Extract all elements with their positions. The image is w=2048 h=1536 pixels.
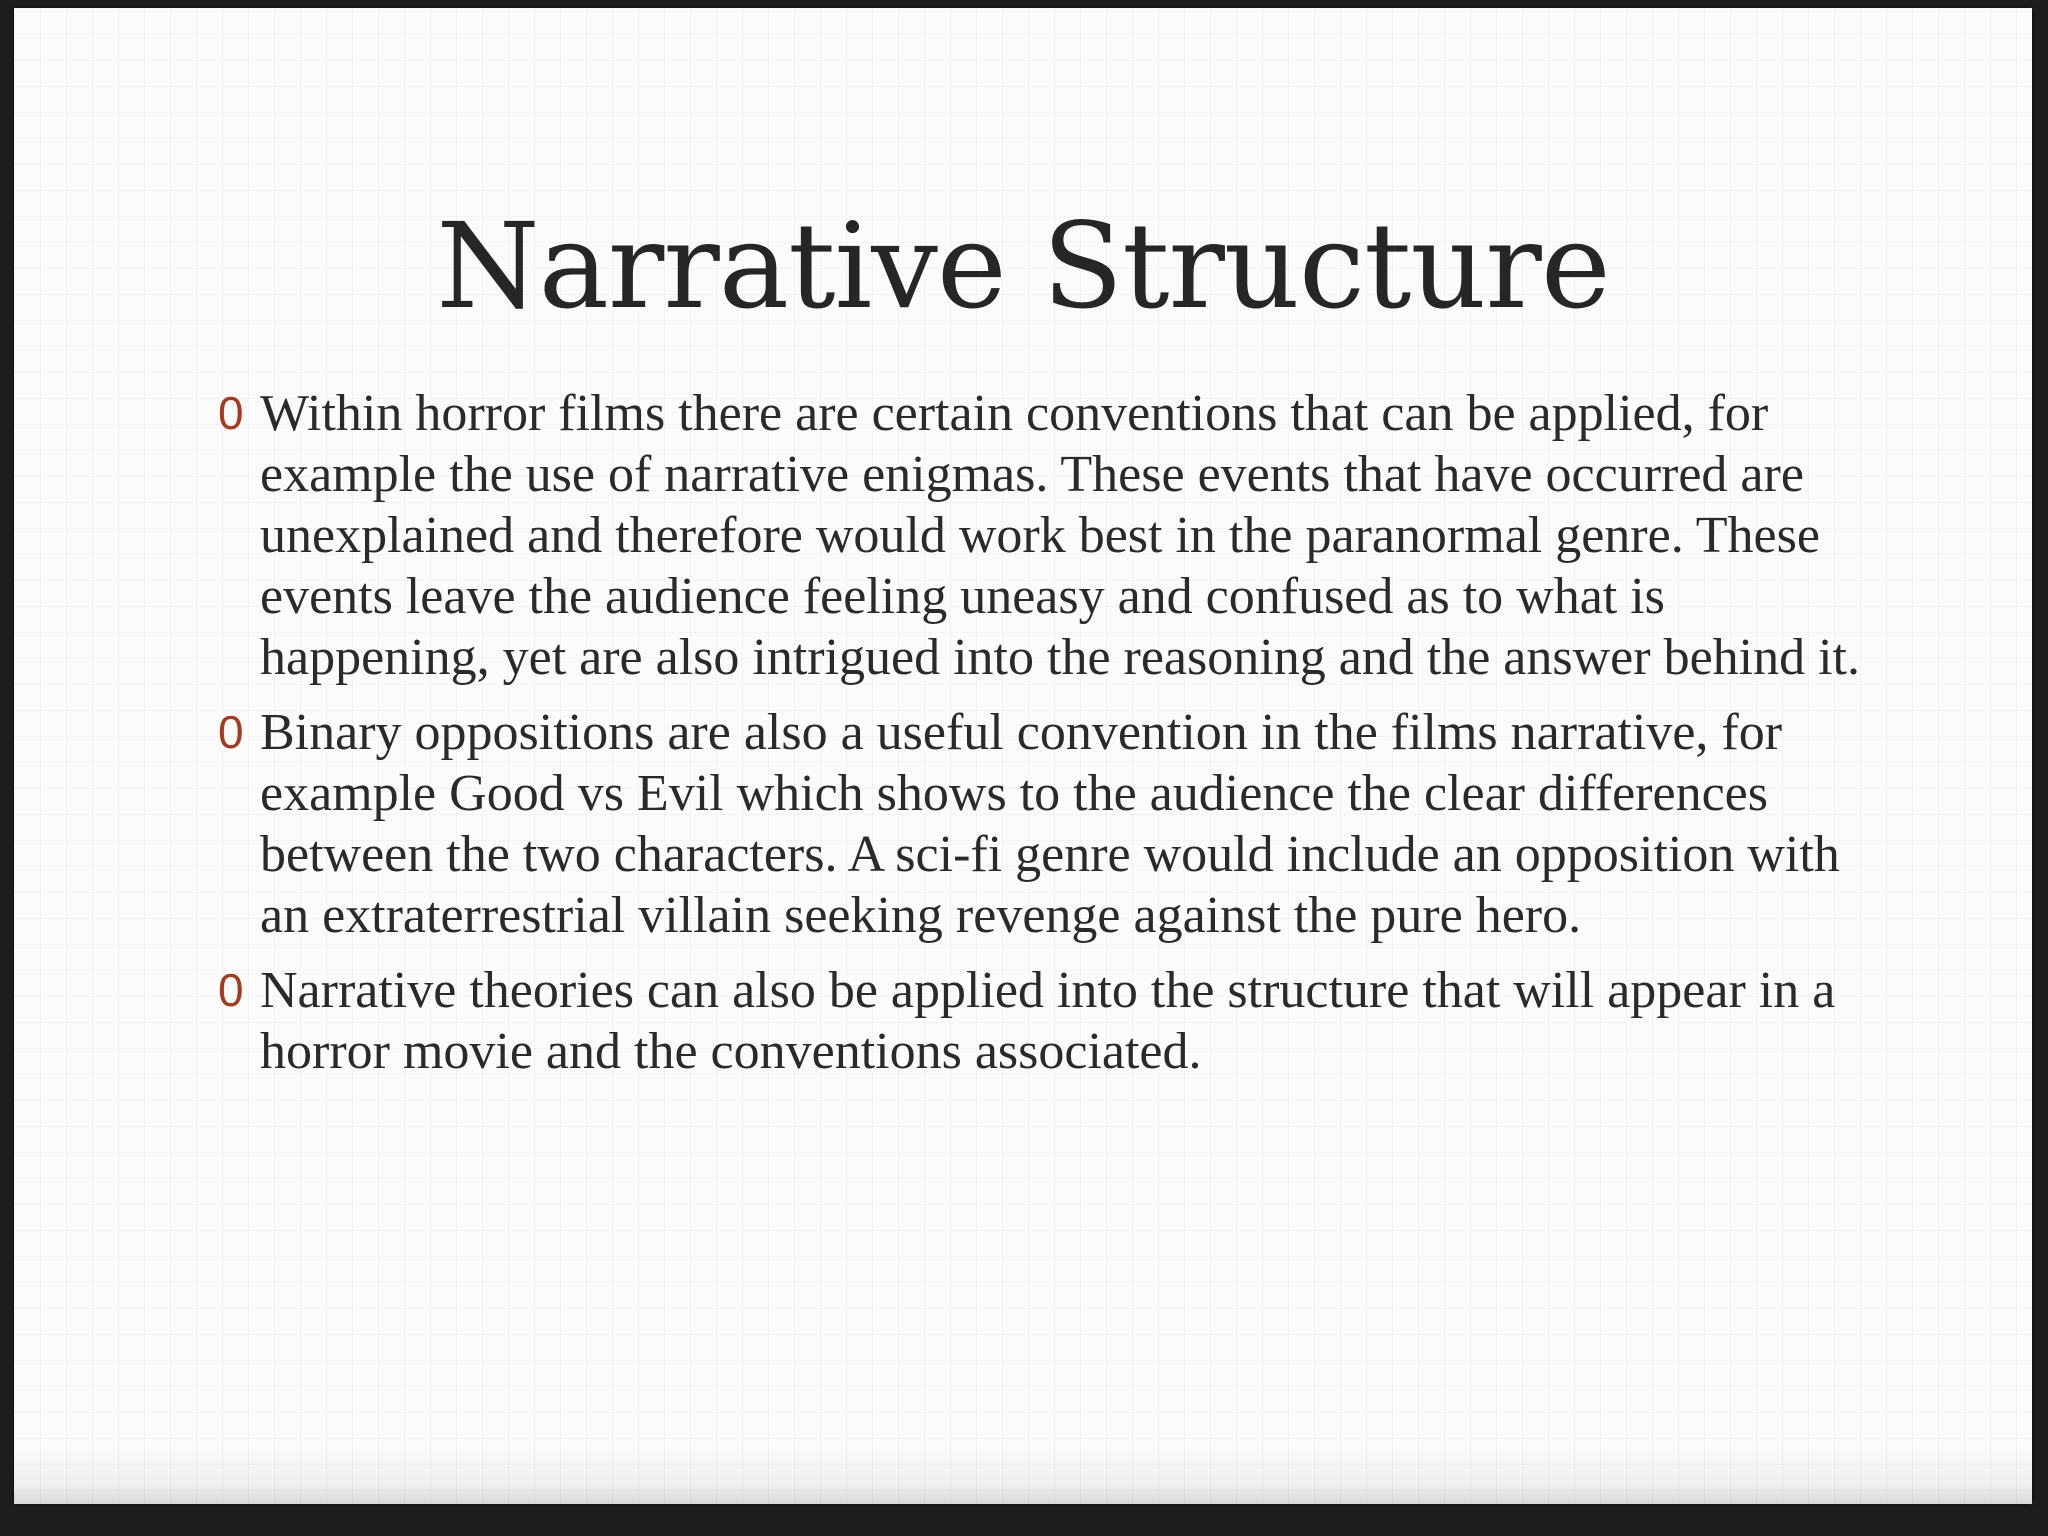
slide [14, 8, 2032, 1504]
bullet-item [218, 960, 1860, 1082]
bullet-item [218, 702, 1860, 946]
bullet-text: Narrative theories can also be applied into the structure that will appear in a horror movie and the conventions associated. [260, 962, 1836, 1080]
bullet-list [218, 383, 1860, 1096]
bullet-marker-icon: 0 [218, 706, 244, 758]
bullet-item [218, 383, 1860, 688]
bullet-text: Binary oppositions are also a useful convention in the films narrative, for example Good vs Evil which shows to the audience the clear differences between the two characters. A sci-fi genre would include an opposition with an extraterrestrial villain seeking revenge against the pure hero. [260, 704, 1840, 944]
bullet-marker-icon: 0 [218, 387, 244, 439]
bullet-text: Within horror films there are certain conventions that can be applied, for example the use of narrative enigmas. These events that have occurred are unexplained and therefore would work best in the paranormal genre. These events leave the audience feeling uneasy and confused as to what is happening, yet are also intrigued into the reasoning and the answer behind it. [260, 385, 1860, 686]
slide-title: Narrative Structure [436, 197, 1610, 335]
bullet-marker-icon: 0 [218, 964, 244, 1016]
